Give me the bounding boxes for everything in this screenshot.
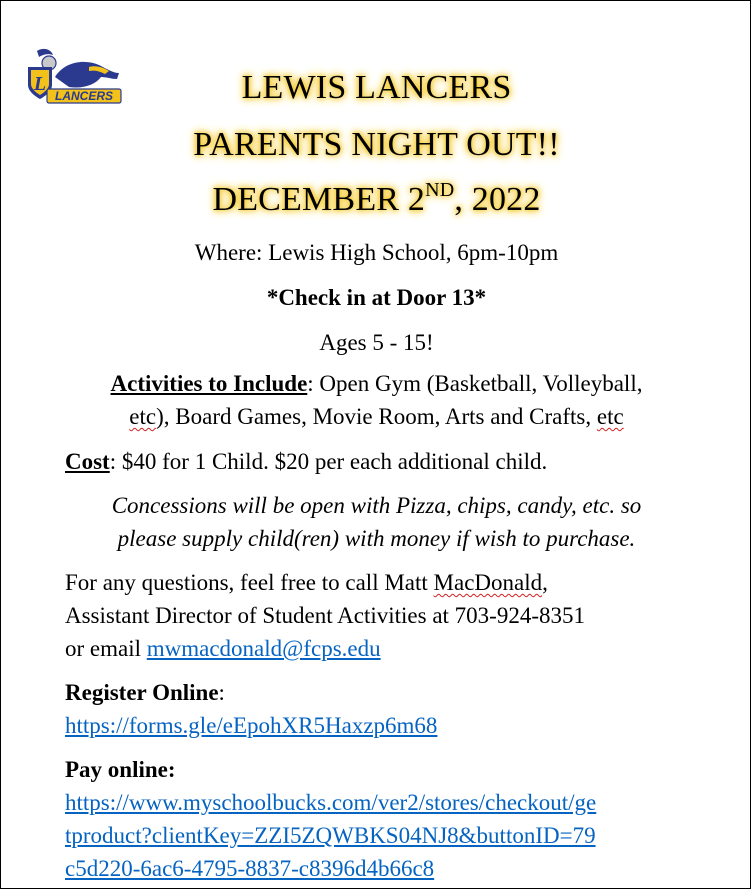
concessions-line-1: Concessions will be open with Pizza, chips, candy, etc. so (111, 493, 642, 518)
email-prefix: or email (65, 636, 147, 661)
register-label: Register Online (65, 680, 219, 705)
activities-etc-1: etc (129, 404, 157, 429)
title-date-suffix: ND (425, 179, 455, 201)
register-url-line (65, 709, 437, 742)
activities-text-1: : Open Gym (Basketball, Volleyball, (307, 371, 643, 396)
questions-line-3 (65, 632, 381, 665)
cost-text: : $40 for 1 Child. $20 per each additional child. (109, 449, 548, 474)
email-link[interactable]: mwmacdonald@fcps.edu (146, 636, 381, 661)
where-line: Where: Lewis High School, 6pm-10pm (194, 240, 559, 265)
pay-link-part-1[interactable]: https://www.myschoolbucks.com/ver2/stores/checkout/ge (65, 790, 597, 815)
pay-link-part-2[interactable]: tproduct?clientKey=ZZI5ZQWBKS04NJ8&buttonID=79 (65, 823, 596, 848)
contact-name: MacDonald (433, 570, 543, 595)
concessions-line-2: please supply child(ren) with money if wish to purchase. (117, 526, 636, 551)
title-date-main: DECEMBER 2 (212, 181, 426, 218)
activities-line-2 (1, 400, 751, 433)
title-date-year: , 2022 (454, 181, 541, 218)
pay-link-part-3[interactable]: c5d220-6ac6-4795-8837-c8396d4b66c8 (65, 856, 435, 881)
questions-comma: , (542, 570, 548, 595)
questions-text-1: For any questions, feel free to call Matt (65, 570, 434, 595)
register-link[interactable]: https://forms.gle/eEpohXR5Haxzp6m68 (65, 713, 438, 738)
register-heading (65, 676, 225, 709)
pay-heading: Pay online: (65, 757, 176, 782)
logo-wordmark: LANCERS (54, 89, 114, 103)
title-line-3 (1, 181, 751, 219)
activities-label: Activities to Include (110, 371, 308, 396)
ages-line: Ages 5 - 15! (319, 330, 434, 355)
questions-line-1 (65, 566, 548, 599)
activities-text-2: ), Board Games, Movie Room, Arts and Crafts, (156, 404, 597, 429)
questions-line-2: Assistant Director of Student Activities at 703-924-8351 (65, 603, 585, 628)
title-line-2: PARENTS NIGHT OUT!! (193, 126, 560, 163)
activities-line-1 (1, 367, 751, 400)
activities-etc-2: etc (596, 404, 624, 429)
pay-url-line-3 (65, 852, 434, 885)
pay-url-line-1 (65, 786, 596, 819)
cost-line (65, 445, 547, 478)
register-colon: : (218, 680, 225, 705)
checkin-line: *Check in at Door 13* (266, 285, 487, 310)
cost-label: Cost (65, 449, 110, 474)
logo-letter: L (33, 73, 47, 95)
pay-url-line-2 (65, 819, 596, 852)
title-line-1: LEWIS LANCERS (241, 69, 512, 106)
